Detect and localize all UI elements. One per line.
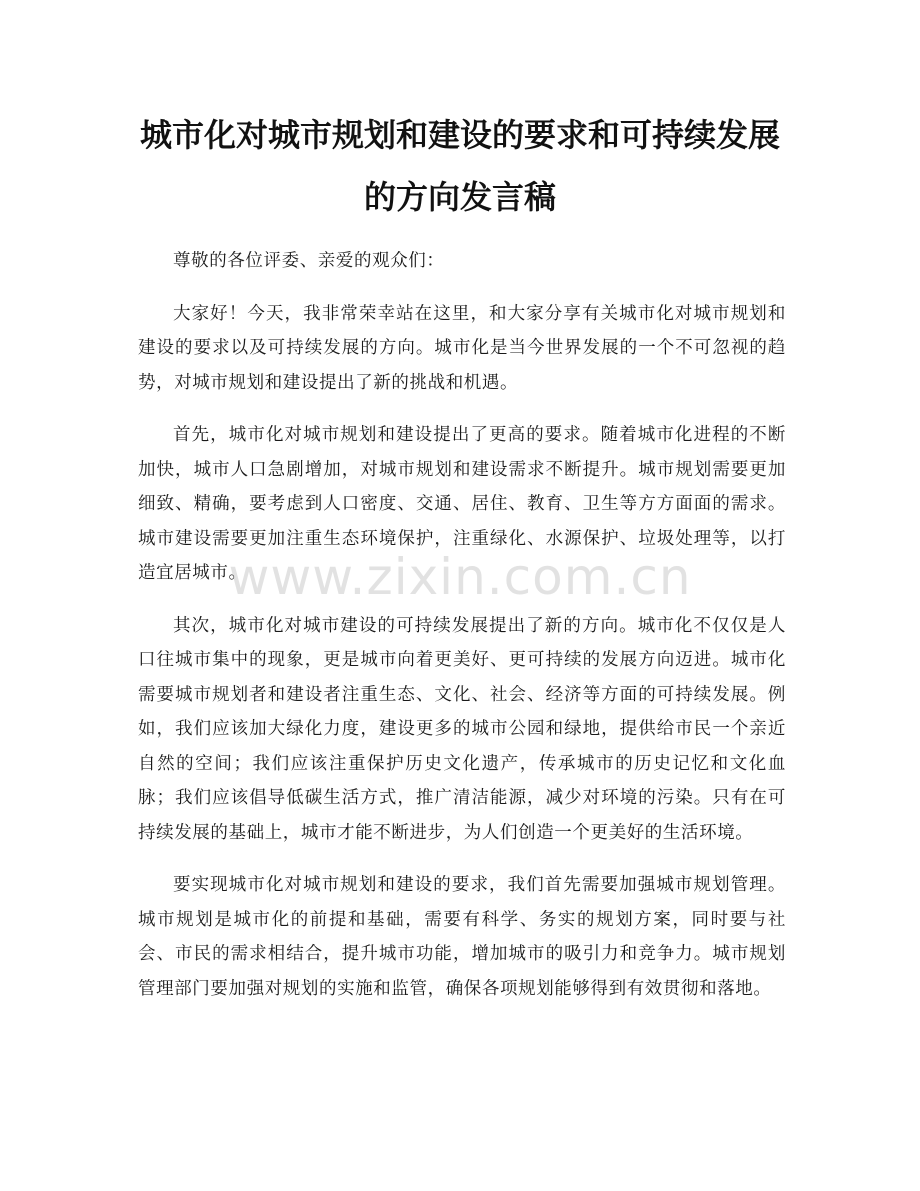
document-title: 城市化对城市规划和建设的要求和可持续发展的方向发言稿 [139, 116, 780, 216]
watermark: www.zixin.com.cn [228, 548, 692, 606]
paragraph-3: 其次，城市化对城市建设的可持续发展提出了新的方向。城市化不仅仅是人口往城市集中的现象，更是城市向着更美好、更可持续的发展方向迈进。城市化需要城市规划者和建设者注重生态、文化、社会、经济等方面的可持续发展。例如，我们应该加大绿化力度，建设更多的城市公园和绿地，提供给市民一个亲近自然的空间；我们应该注重保护历史文化遗产，传承城市的历史记忆和文化血脉；我们应该倡导低碳生活方式，推广清洁能源，减少对环境的污染。只有在可持续发展的基础上，城市才能不断进步，为人们创造一个更美好的生活环境。 [138, 615, 786, 843]
paragraph-4: 要实现城市化对城市规划和建设的要求，我们首先需要加强城市规划管理。城市规划是城市化的前提和基础，需要有科学、务实的规划方案，同时要与社会、市民的需求相结合，提升城市功能，增加城市的吸引力和竞争力。城市规划管理部门要加强对规划的实施和监管，确保各项规划能够得到有效贯彻和落地。 [138, 875, 786, 999]
greeting-paragraph: 尊敬的各位评委、亲爱的观众们： [173, 251, 445, 271]
document-body [138, 244, 786, 1024]
paragraph-1: 大家好！今天，我非常荣幸站在这里，和大家分享有关城市化对城市规划和建设的要求以及可持续发展的方向。城市化是当今世界发展的一个不可忽视的趋势，对城市规划和建设提出了新的挑战和机遇。 [138, 303, 786, 393]
paragraph-2: 首先，城市化对城市规划和建设提出了更高的要求。随着城市化进程的不断加快，城市人口急剧增加，对城市规划和建设需求不断提升。城市规划需要更加细致、精确，要考虑到人口密度、交通、居住、教育、卫生等方方面面的需求。城市建设需要更加注重生态环境保护，注重绿化、水源保护、垃圾处理等，以打造宜居城市。 [138, 425, 786, 583]
